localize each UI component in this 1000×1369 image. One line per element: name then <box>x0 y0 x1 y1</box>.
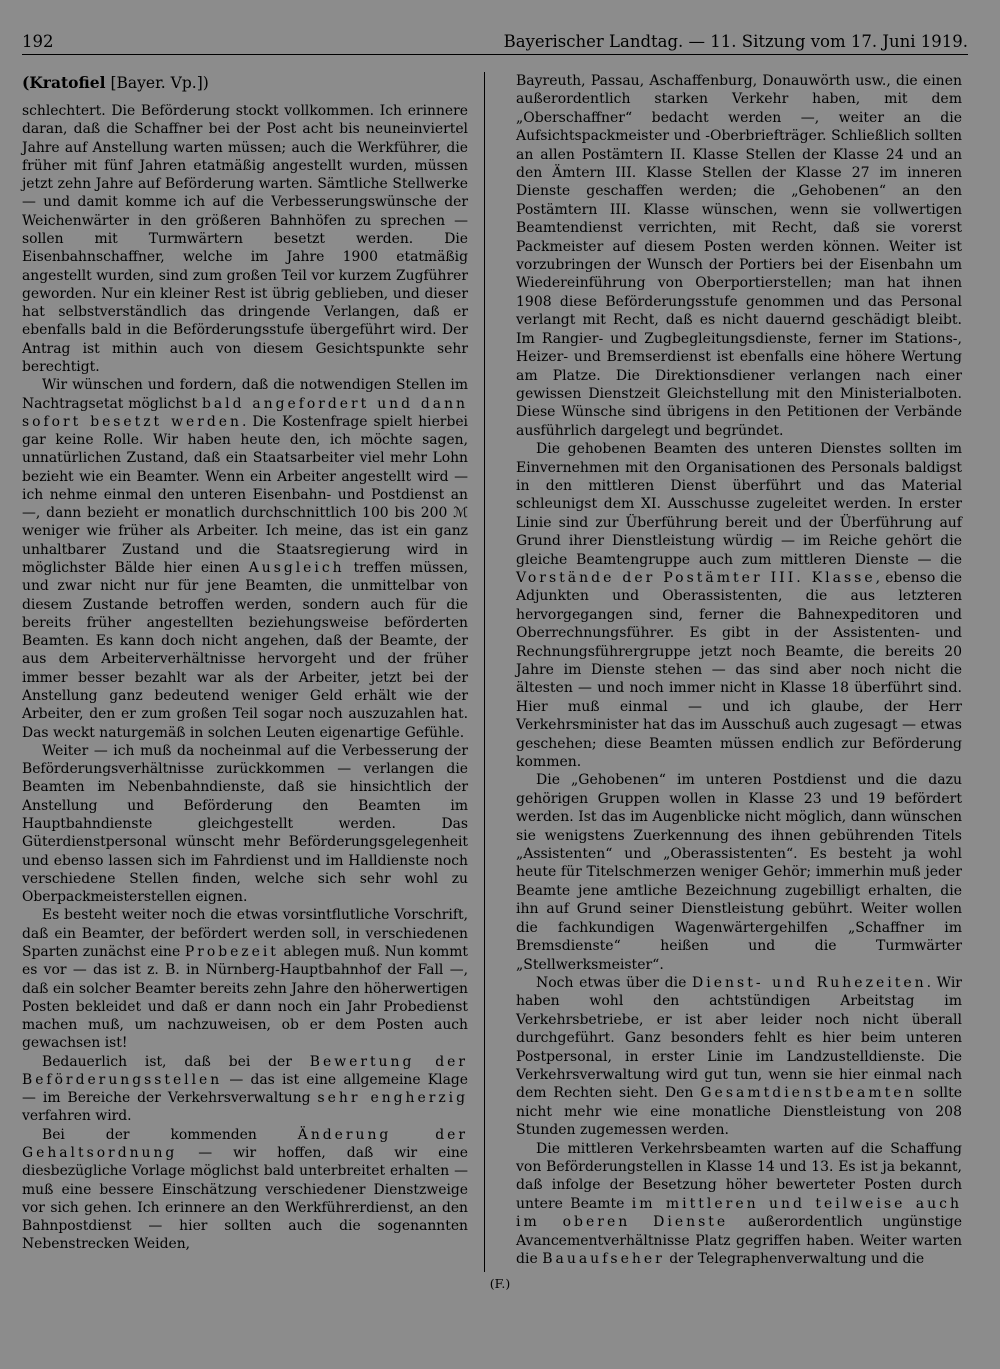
column-divider <box>484 72 485 1272</box>
paragraph: Noch etwas über die Dienst- und Ruhezeiten. Wir haben wohl den achtstündigen Arbeitstag im Verkehrsbetriebe, er ist aber leider noch nicht überall durchgeführt. Ganz besonders fehlt es hier beim unteren Postpersonal, in erster Linie im Landzustelldienste. Die Verkehrsverwaltung wird gut tun, wenn sie hier einmal nach dem Rechten sieht. Den Gesamtdienstbeamten sollte nicht mehr wie eine monatliche Dienstleistung von 208 Stunden zugemessen werden. <box>516 974 962 1139</box>
speaker-name: (Kratofiel <box>22 73 106 92</box>
paragraph: Bedauerlich ist, daß bei der Bewertung der Beförderungsstellen — das ist eine allgemeine Klage — im Bereiche der Verkehrsverwaltung sehr engherzig verfahren wird. <box>22 1053 468 1125</box>
speaker-party: [Bayer. Vp.]) <box>110 74 209 92</box>
paragraph: Die mittleren Verkehrsbeamten warten auf die Schaffung von Beförderungstellen in Klasse 14 und 13. Es ist ja bekannt, daß infolge der Besetzung höher bewerteter Posten durch untere Beamte im mittleren und teilweise auch im oberen Dienste außerordentlich ungünstige Avancementverhältnisse Platz gegriffen haben. Weiter warten die Bauaufseher der Telegraphenverwaltung und die <box>516 1140 962 1267</box>
paragraph: Die gehobenen Beamten des unteren Dienstes sollten im Einvernehmen mit den Organisationen des Personals baldigst in den mittleren Dienst überführt und das Material schleunigst dem XI. Ausschusse zugeleitet werden. In erster Linie sind zur Überführung bereit und der Überführung auf Grund ihrer Dienstleistung würdig — im Reiche gehört die gleiche Beamtengruppe auch zum mittleren Dienste — die Vorstände der Postämter III. Klasse, ebenso die Adjunkten und Oberassistenten, die aus letzteren hervorgegangen sind, ferner die Bahnexpeditoren und Oberrechnungsführer. Es gibt in der Assistenten- und Rechnungsführergruppe jetzt noch Beamte, die bereits 20 Jahre im Dienste stehen — das sind aber noch nicht die ältesten — und noch immer nicht in Klasse 18 überführt sind. Hier muß einmal — und ich glaube, der Herr Verkehrsminister hat das im Ausschuß auch zugesagt — etwas geschehen; diese Beamten müssen endlich zur Beförderung kommen. <box>516 441 962 771</box>
left-column <box>22 72 468 1254</box>
paragraph: Weiter — ich muß da nocheinmal auf die Verbesserung der Beförderungsverhältnisse zurückkommen — verlangen die Beamten im Nebenbahndienste, daß sie hinsichtlich der Anstellung und Beförderung den Beamten im Hauptbahndienste gleichgestellt werden. Das Güterdienstpersonal wünscht mehr Beförderungsgelegenheit und ebenso lassen sich im Fahrdienst und im Halldienste noch verschiedene Stellen finden, welche sich sehr wohl zu Oberpackmeisterstellen eignen. <box>22 742 468 906</box>
paragraph: Bayreuth, Passau, Aschaffenburg, Donauwörth usw., die einen außerordentlich starken Verkehr haben, mit dem „Oberschaffner“ bedacht werden —, weiter an die Aufsichtspackmeister und -Oberbriefträger. Schließlich sollten an allen Postämtern II. Klasse Stellen der Klasse 24 und an den Ämtern III. Klasse Stellen der Klasse 27 im inneren Dienste geschaffen werden; die „Gehobenen“ an den Postämtern III. Klasse wünschen, wenn sie vollwertigen Beamtendienst verrichten, mit Recht, daß sie vorerst Packmeister auf diesem Posten werden können. Weiter ist vorzubringen der Wunsch der Portiers bei der Eisenbahn um Wiedereinführung von Oberportierstellen; man hat ihnen 1908 diese Beförderungsstufe genommen und das Personal verlangt mit Recht, daß es nicht dauernd geschädigt bleibt. Im Rangier- und Zugbegleitungsdienste, ferner im Stations-, Heizer- und Bremserdienst ist ebenfalls eine höhere Wertung am Platze. Die Direktionsdiener verlangen nach einer gewissen Dienstzeit Gleichstellung mit den Ministerialboten. Diese Wünsche sind übrigens in den Petitionen der Verbände ausführlich dargelegt und begründet. <box>516 73 962 439</box>
paragraph: Es besteht weiter noch die etwas vorsintflutliche Vorschrift, daß ein Beamter, der befördert werden soll, in verschiedenen Sparten zunächst eine Probezeit ablegen muß. Nun kommt es vor — das ist z. B. in Nürnberg-Hauptbahnhof der Fall —, daß ein solcher Beamter bereits zehn Jahre den höherwertigen Posten bekleidet und daß er dann noch ein Jahr Probedienst machen muß, um nachzuweisen, ob er dem Posten auch gewachsen ist! <box>22 907 468 1052</box>
page-number: 192 <box>22 32 54 51</box>
running-title: Bayerischer Landtag. — 11. Sitzung vom 17. Juni 1919. <box>503 32 968 51</box>
right-column <box>516 72 962 1268</box>
running-header <box>22 30 968 55</box>
paragraph: schlechtert. Die Beförderung stockt vollkommen. Ich erinnere daran, daß die Schaffner bei der Post acht bis neuneinviertel Jahre auf Anstellung warten müssen; auch die Werkführer, die früher mit fünf Jahren etatmäßig angestellt wurden, müssen jetzt zehn Jahre auf Beförderung warten. Sämtliche Stellwerke — und damit komme ich auf die Verbesserungswünsche der Weichenwärter in den größeren Bahnhöfen zu sprechen — sollen mit Turmwärtern besetzt werden. Die Eisenbahnschaffner, welche im Jahre 1900 etatmäßig angestellt wurden, sind zum großen Teil vor kurzem Zugführer geworden. Nur ein kleiner Rest ist übrig geblieben, und dieser hat selbstverständlich das dringende Verlangen, daß er ebenfalls bald in die Beförderungsstufe übergeführt wird. Der Antrag ist mithin auch von diesem Gesichtspunkte sehr berechtigt. <box>22 103 468 375</box>
speaker-label <box>22 72 468 94</box>
paragraph: Bei der kommenden Änderung der Gehaltsordnung — wir hoffen, daß wir eine diesbezügliche Vorlage möglichst bald unterbreitet erhalten — muß eine bessere Einschätzung verschiedener Dienstzweige vor sich gehen. Ich erinnere an den Werkführerdienst, an den Bahnpostdienst — hier sollten auch die sogenannten Nebenstrecken Weiden, <box>22 1126 469 1253</box>
footer-mark: (F.) <box>489 1276 511 1291</box>
paragraph: Wir wünschen und fordern, daß die notwendigen Stellen im Nachtragsetat möglichst bald angefordert und dann sofort besetzt werden. Die Kostenfrage spielt hierbei gar keine Rolle. Wir haben heute den, ich möchte sagen, unnatürlichen Zustand, daß ein Staatsarbeiter viel mehr Lohn bezieht wie ein Beamter. Wenn ein Arbeiter angestellt wird — ich nehme einmal den unteren Eisenbahn- und Postdienst an —, dann bezieht er monatlich durchschnittlich 100 bis 200 ℳ weniger wie früher als Arbeiter. Ich meine, das ist ein ganz unhaltbarer Zustand und die Staatsregierung wird in möglichster Bälde hier einen Ausgleich treffen müssen, und zwar nicht nur für jene Beamten, die unmittelbar von diesem Zustande betroffen werden, sondern auch für die bereits früher angestellten beziehungsweise beförderten Beamten. Es kann doch nicht angehen, daß der Beamte, der aus dem Arbeiterverhältnisse hervorgeht und der früher immer besser bezahlt war als der Arbeiter, jetzt bei der Anstellung ganz bedeutend weniger Geld erhält wie der Arbeiter, den er zum großen Teil sogar noch auszuzahlen hat. Das weckt naturgemäß in solchen Leuten eigenartige Gefühle. <box>22 377 469 741</box>
paragraph: Die „Gehobenen“ im unteren Postdienst und die dazu gehörigen Gruppen wollen in Klasse 23 und 19 befördert werden. Ist das im Augenblicke nicht möglich, dann wünschen sie wenigstens Zuerkennung des ihnen gebührenden Titels „Assistenten“ und „Oberassistenten“. Es besteht ja wohl heute für Titelschmerzen weniger Gehör; immerhin muß jeder Beamte jene amtliche Bezeichnung zugebilligt erhalten, die ihn auf Grund seiner Dienstleistung gebührt. Weiter wollen die fachkundigen Wagenwärtergehilfen „Schaffner im Bremsdienste“ heißen und die Turmwärter „Stellwerksmeister“. <box>516 772 962 973</box>
